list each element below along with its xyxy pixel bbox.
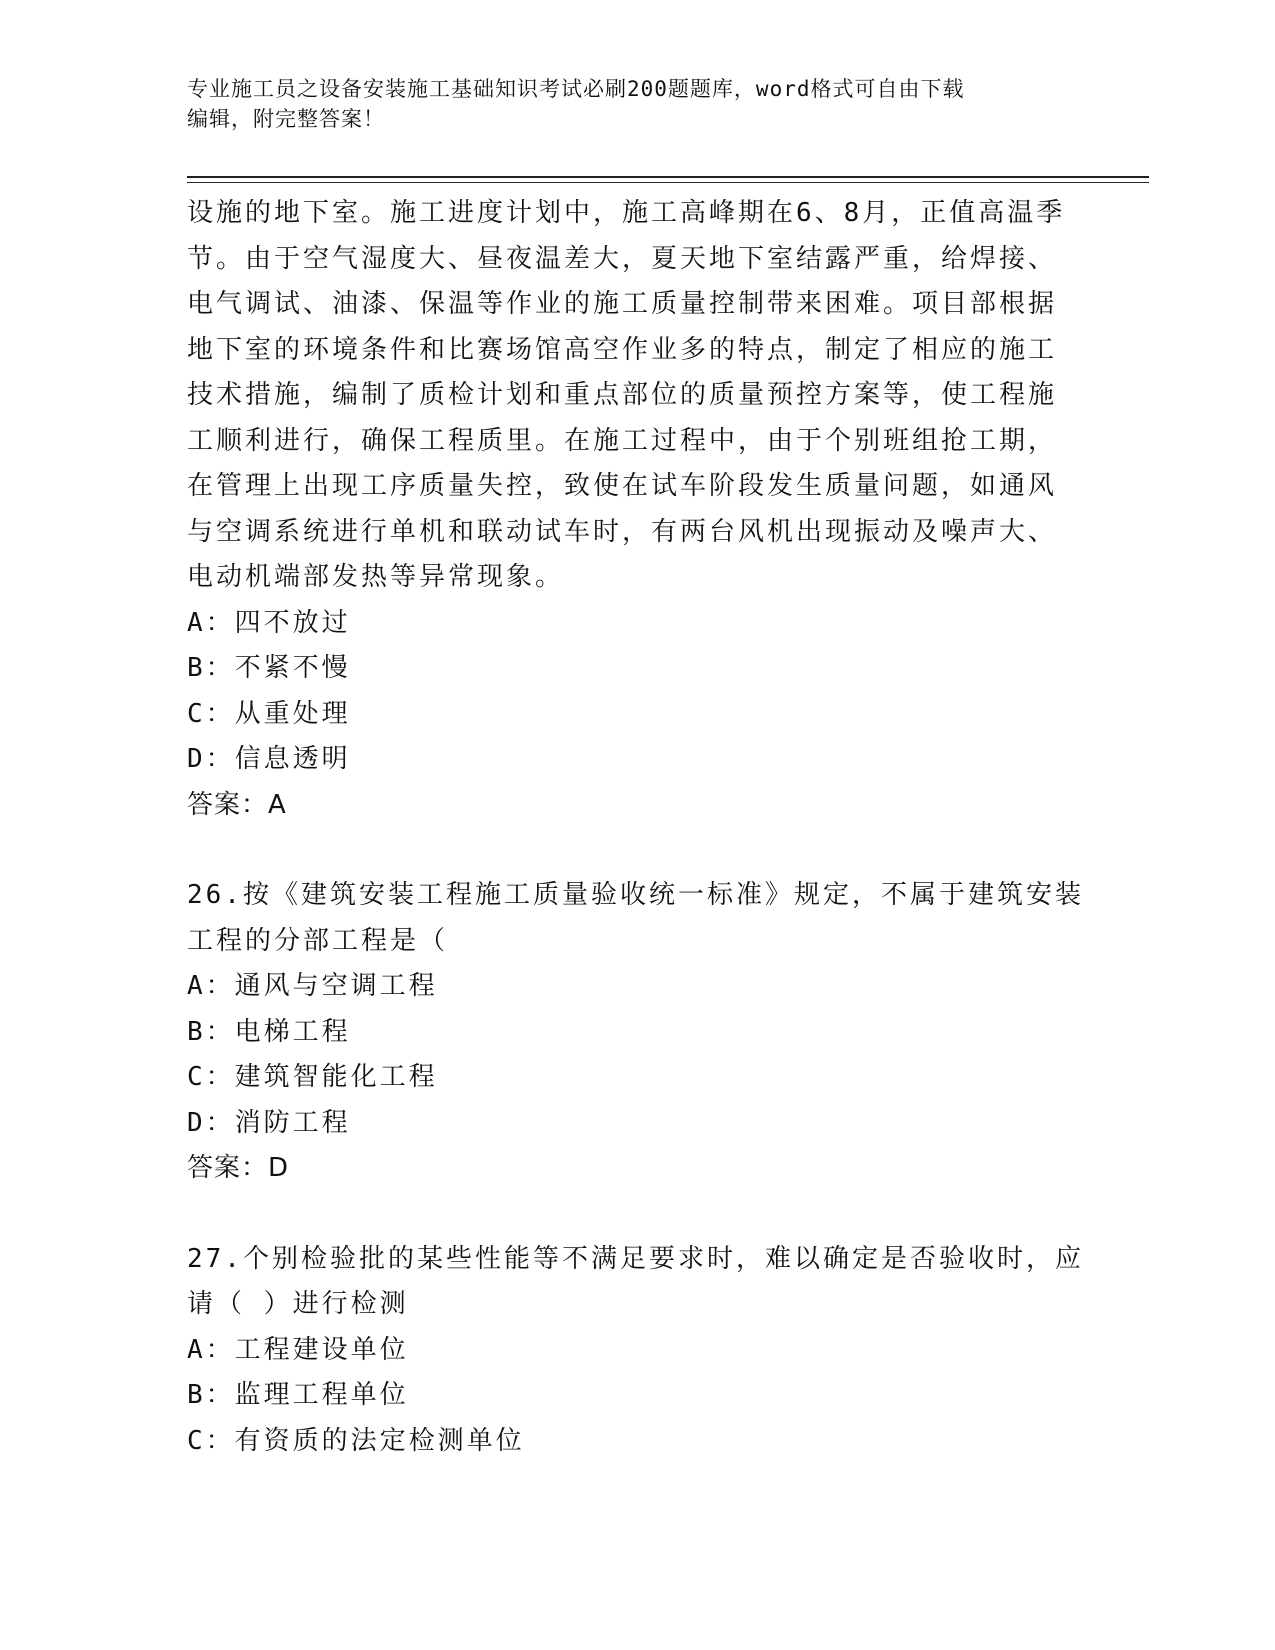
header-divider-thick xyxy=(187,176,1149,178)
passage-line: 技术措施，编制了质检计划和重点部位的质量预控方案等，使工程施 xyxy=(187,380,1058,410)
header-divider-thin xyxy=(187,182,1149,183)
option-a: A：四不放过 xyxy=(187,607,351,638)
spacer xyxy=(187,828,1087,873)
option-d: D：消防工程 xyxy=(187,1107,351,1138)
question-27 xyxy=(187,1237,1087,1465)
option-b: B：不紧不慢 xyxy=(187,653,351,683)
option-a: A：通风与空调工程 xyxy=(187,971,438,1001)
document-header xyxy=(187,74,1087,134)
option-b: B：电梯工程 xyxy=(187,1016,351,1047)
spacer xyxy=(187,1192,1087,1237)
question-25-passage xyxy=(187,191,1087,828)
passage-line: 地下室的环境条件和比赛场馆高空作业多的特点，制定了相应的施工 xyxy=(187,334,1058,365)
option-a: A：工程建设单位 xyxy=(187,1334,409,1365)
option-c: C：建筑智能化工程 xyxy=(187,1062,438,1092)
header-title-line-1: 专业施工员之设备安装施工基础知识考试必刷200题题库，word格式可自由下载 xyxy=(187,77,965,101)
question-26 xyxy=(187,873,1087,1192)
passage-line: 设施的地下室。施工进度计划中，施工高峰期在6、8月，正值高温季 xyxy=(187,198,1066,228)
document-body xyxy=(187,191,1087,1464)
option-c: C：从重处理 xyxy=(187,698,351,729)
question-line: 请（ ）进行检测 xyxy=(187,1289,409,1319)
header-title-line-2: 编辑，附完整答案！ xyxy=(187,107,385,131)
passage-line: 在管理上出现工序质量失控，致使在试车阶段发生质量问题，如通风 xyxy=(187,471,1058,501)
passage-line: 电动机端部发热等异常现象。 xyxy=(187,562,565,592)
question-line: 工程的分部工程是（ xyxy=(187,925,449,956)
question-line: 26.按《建筑安装工程施工质量验收统一标准》规定，不属于建筑安装 xyxy=(187,880,1084,910)
answer-line: 答案：A xyxy=(187,789,287,820)
answer-line: 答案：D xyxy=(187,1153,290,1183)
passage-line: 工顺利进行，确保工程质里。在施工过程中，由于个别班组抢工期， xyxy=(187,425,1058,456)
option-d: D：信息透明 xyxy=(187,744,351,774)
passage-line: 电气调试、油漆、保温等作业的施工质量控制带来困难。项目部根据 xyxy=(187,289,1058,319)
passage-line: 与空调系统进行单机和联动试车时，有两台风机出现振动及噪声大、 xyxy=(187,516,1058,547)
question-line: 27.个别检验批的某些性能等不满足要求时，难以确定是否验收时，应 xyxy=(187,1243,1084,1274)
option-b: B：监理工程单位 xyxy=(187,1380,409,1410)
option-c: C：有资质的法定检测单位 xyxy=(187,1425,525,1456)
passage-line: 节。由于空气湿度大、昼夜温差大，夏天地下室结露严重，给焊接、 xyxy=(187,243,1058,274)
